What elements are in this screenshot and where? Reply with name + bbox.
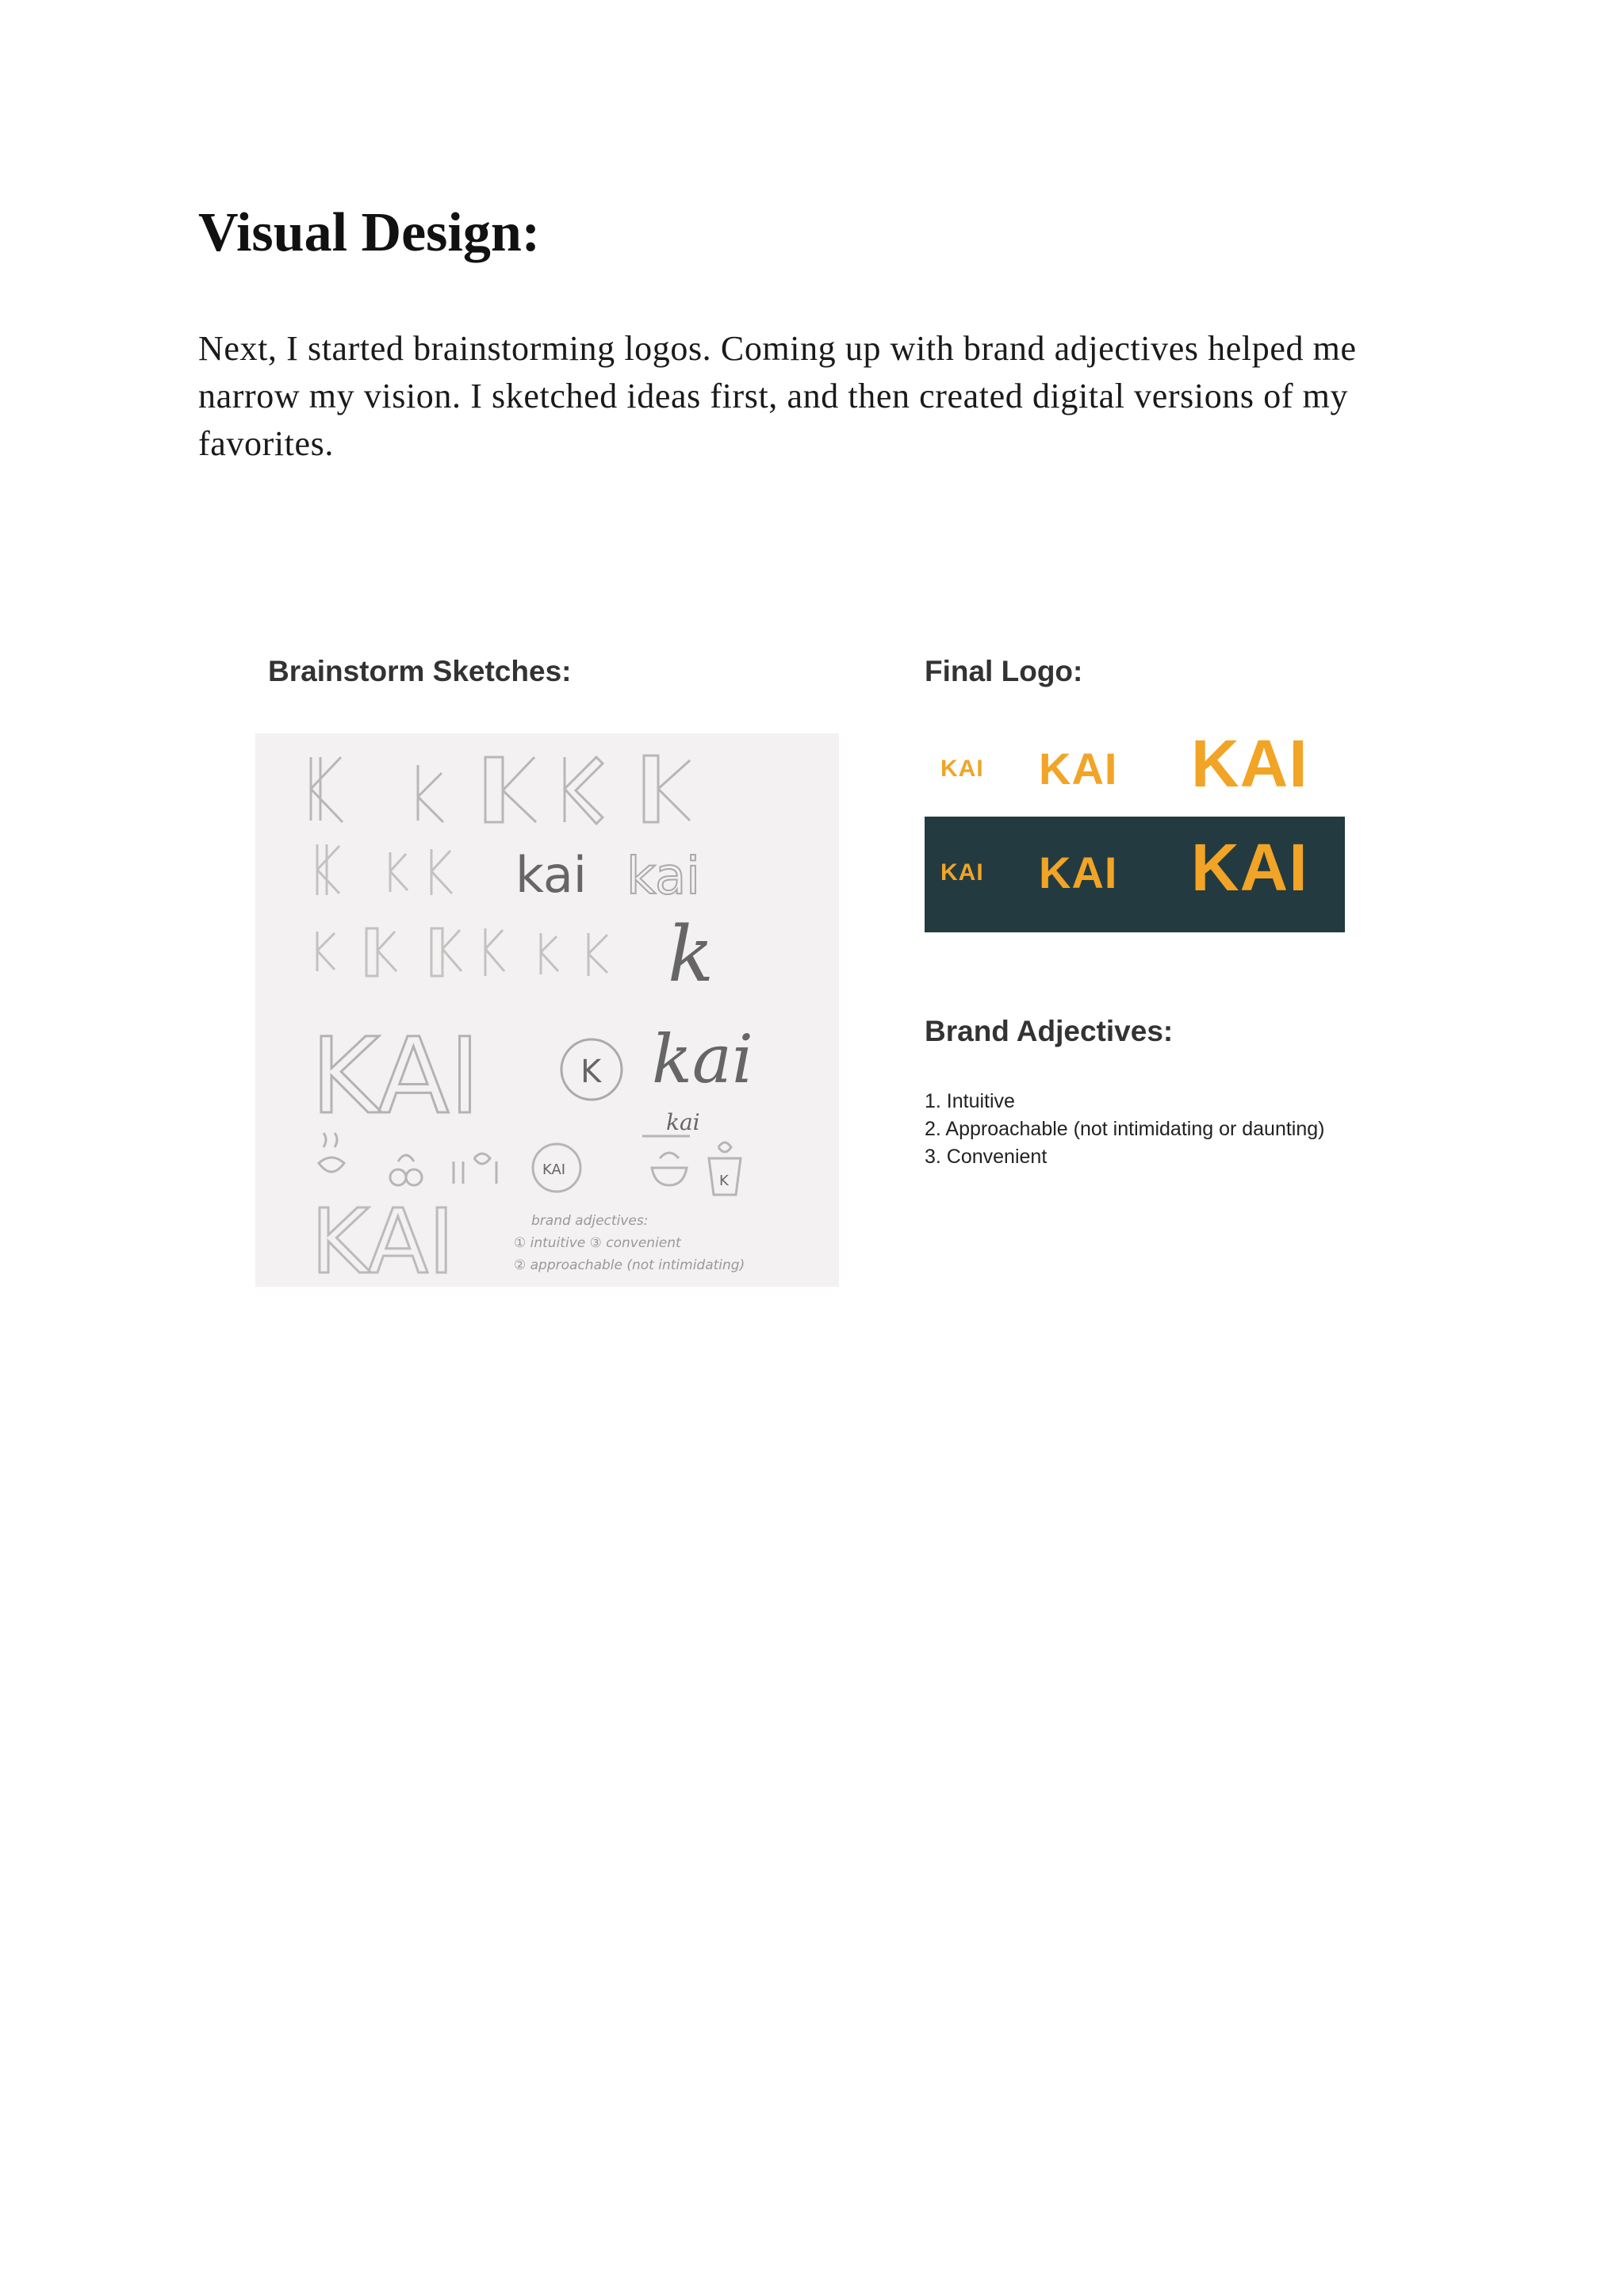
sketch-kai-small: kai <box>666 1109 700 1135</box>
logo-small-dark: KAI <box>940 859 984 886</box>
k-sketch-row-2 <box>317 844 452 895</box>
final-logo-label: Final Logo: <box>925 655 1083 687</box>
sketch-drawing <box>255 733 839 1287</box>
sketch-kai-big: KAI <box>311 1016 481 1138</box>
logo-small-light: KAI <box>940 756 984 782</box>
logo-row-light <box>925 725 1345 805</box>
k-sketch-row-3 <box>317 928 607 976</box>
sketch-circle-k: K <box>580 1054 602 1090</box>
sketch-note-3: ② approachable (not intimidating) <box>514 1257 745 1273</box>
logo-large-dark: KAI <box>1191 830 1308 905</box>
brainstorm-sketch-image <box>255 733 839 1287</box>
list-item: 3. Convenient <box>925 1146 1048 1168</box>
logo-row-dark <box>925 817 1345 932</box>
k-sketch-row-1 <box>311 756 690 824</box>
sketch-kai-bottom: KAI <box>311 1191 455 1287</box>
logo-large-light: KAI <box>1191 726 1308 801</box>
sketches-label: Brainstorm Sketches: <box>268 655 572 687</box>
sketch-note-1: brand adjectives: <box>531 1213 649 1229</box>
logo-medium-light: KAI <box>1039 744 1118 794</box>
list-item: 1. Intuitive <box>925 1090 1015 1112</box>
list-item: 2. Approachable (not intimidating or daunting) <box>925 1118 1325 1140</box>
icon-sketch-row <box>319 1133 741 1195</box>
logo-medium-dark: KAI <box>1039 848 1118 897</box>
sketch-cup-k: K <box>719 1173 729 1189</box>
sketch-note-2: ① intuitive ③ convenient <box>514 1235 681 1251</box>
sketch-kai-outline: kai <box>626 848 700 906</box>
intro-paragraph: Next, I started brainstorming logos. Coming up with brand adjectives helped me narrow my vision. I sketched ideas first, and then created digital versions of my favorites. <box>198 329 1357 463</box>
sketch-kai-plain: kai <box>515 846 588 904</box>
sketch-k-script: k <box>668 910 714 999</box>
sketch-kai-script: kai <box>652 1020 753 1098</box>
brand-adjectives-list <box>925 1088 1325 1171</box>
brand-adjectives-label: Brand Adjectives: <box>925 1015 1174 1047</box>
page-heading: Visual Design: <box>198 202 541 263</box>
sketch-circle-kai: KAI <box>542 1161 566 1178</box>
